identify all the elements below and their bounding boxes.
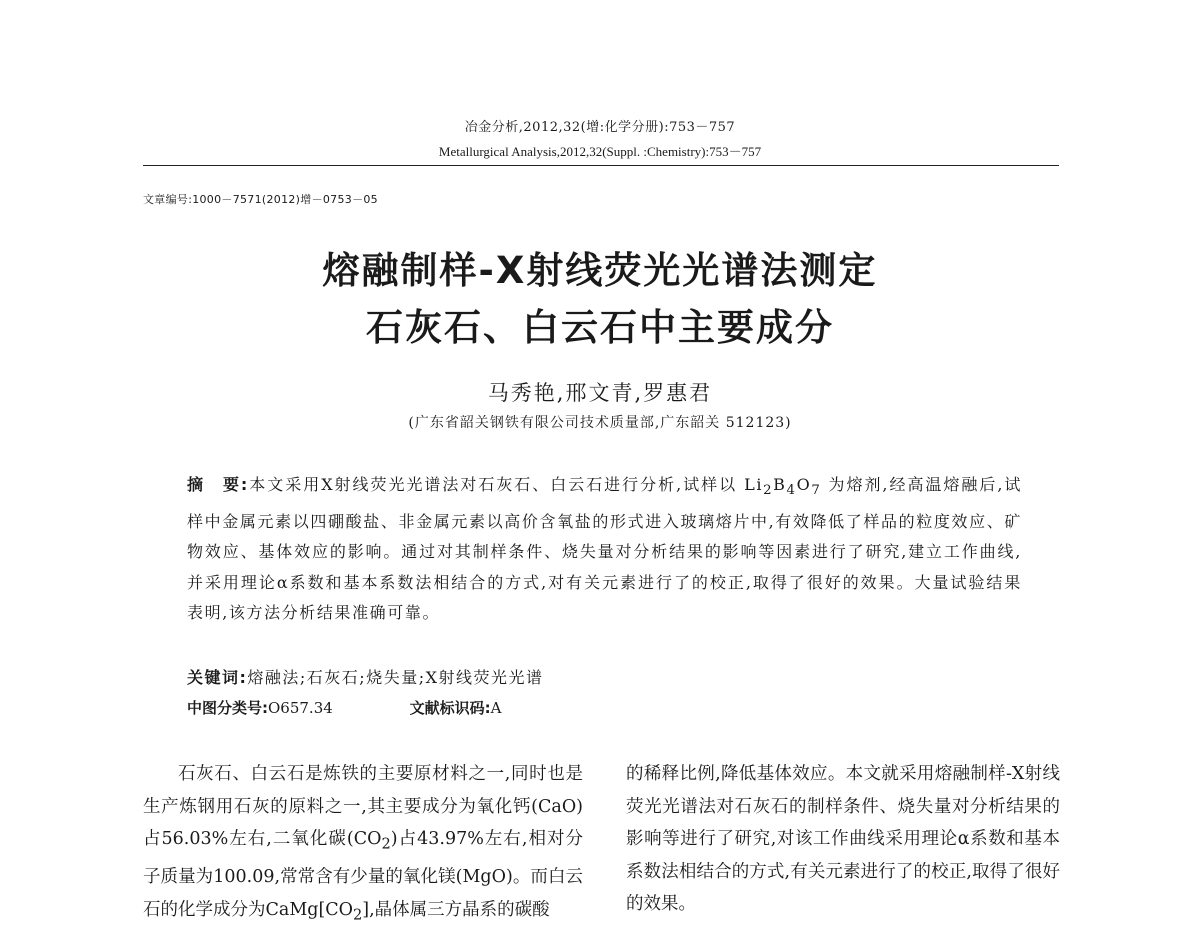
affiliation: (广东省韶关钢铁有限公司技术质量部,广东韶关 512123): [408, 415, 792, 431]
body-left-text-2: )占43.97%左右,相对分子质量为100.09,常常含有少量的氧化镁(MgO)。而白云石的化学成分为CaMg[CO: [143, 829, 583, 920]
keywords: [187, 665, 543, 688]
abstract-text-end: 为熔剂,经高温熔融后,试样中金属元素以四硼酸盐、非金属元素以高价含氧盐的形式进入玻璃熔片中,有效降低了样品的粒度效应、矿物效应、基体效应的影响。通过对其制样条件、烧失量对分析结果的影响等因素进行了研究,建立工作曲线,并采用理论α系数和基本系数法相结合的方式,对有关元素进行了的校正,取得了很好的效果。大量试验结果表明,该方法分析结果准确可靠。: [187, 475, 1022, 623]
abstract-label: 摘 要:: [187, 475, 249, 494]
header-divider: [143, 165, 1059, 166]
doc-code-value: A: [490, 699, 502, 717]
keywords-label: 关键词:: [187, 668, 248, 687]
clc-value: O657.34: [268, 699, 333, 717]
body-column-left: [143, 758, 583, 932]
abstract-text-start: 本文采用X射线荧光光谱法对石灰石、白云石进行分析,试样以: [248, 475, 738, 494]
flux-formula: $Li_2B_4O_7$: [744, 475, 822, 499]
keywords-text: 熔融法;石灰石;烧失量;X射线荧光光谱: [247, 668, 544, 687]
co2-subscript: 2: [381, 835, 391, 853]
doc-code-label: 文献标识码:: [409, 699, 491, 717]
authors: 马秀艳,邢文青,罗惠君: [487, 381, 713, 405]
journal-citation-en: Metallurgical Analysis,2012,32(Suppl. :Chemistry):753－757: [438, 144, 762, 159]
clc-label: 中图分类号:: [187, 699, 268, 717]
body-left-text-1: 石灰石、白云石是炼铁的主要原材料之一,同时也是生产炼钢用石灰的原料之一,其主要成分为氧化钙(CaO)占56.03%左右,二氧化碳(CO: [143, 764, 583, 849]
title-line-2: 石灰石、白云石中主要成分: [366, 306, 834, 349]
co3-subscript: 2: [353, 906, 363, 923]
classification: [187, 697, 501, 718]
article-number: 文章编号:1000－7571(2012)增－0753－05: [143, 193, 378, 206]
journal-citation-cn: 冶金分析,2012,32(增:化学分册):753－757: [464, 120, 736, 135]
body-left-text-3: ],晶体属三方晶系的碳酸: [362, 899, 550, 920]
body-column-right: 的稀释比例,降低基体效应。本文就采用熔融制样-X射线荧光光谱法对石灰石的制样条件、烧失量对分析结果的影响等进行了研究,对该工作曲线采用理论α系数和基本系数法相结合的方式,有关元素进行了的校正,取得了很好的效果。: [626, 764, 1060, 914]
abstract: [187, 470, 1022, 629]
title-line-1: 熔融制样-X射线荧光光谱法测定: [322, 249, 878, 292]
